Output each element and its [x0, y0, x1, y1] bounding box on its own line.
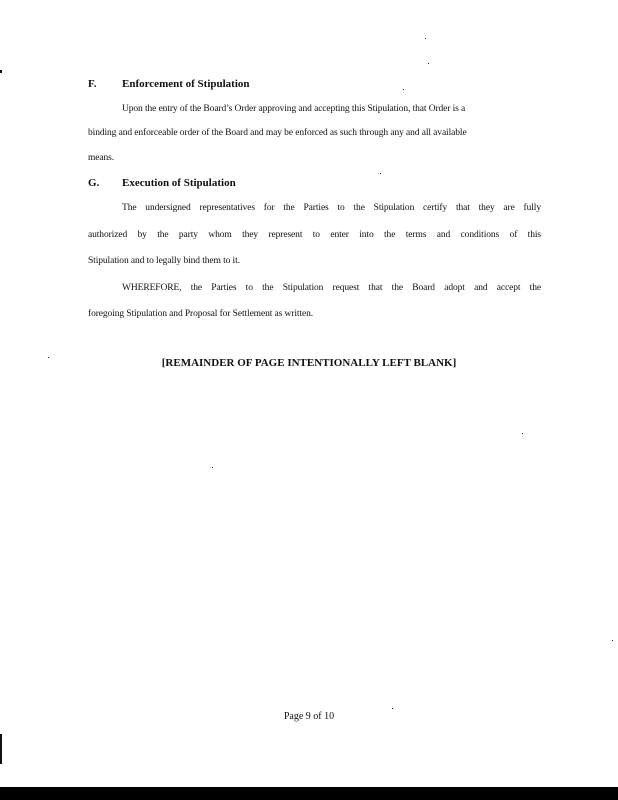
section-g-title: Execution of Stipulation — [122, 177, 236, 189]
scan-bottom-border — [0, 787, 618, 800]
section-g-heading — [88, 177, 236, 189]
section-g-line-1: The undersigned representatives for the Parties to the Stipulation certify that they are fully — [122, 203, 541, 213]
scan-speck — [48, 357, 49, 358]
page-number: Page 9 of 10 — [283, 711, 335, 722]
section-f-line-2: binding and enforceable order of the Board and may be enforced as such through any and all available — [88, 128, 467, 138]
scan-speck — [522, 433, 523, 434]
section-g-line-4: WHEREFORE, the Parties to the Stipulation request that the Board adopt and accept the — [122, 283, 541, 293]
section-f-letter: F. — [88, 78, 97, 90]
section-f-line-1: Upon the entry of the Board’s Order approving and accepting this Stipulation, that Order is a — [122, 104, 466, 114]
scan-edge-mark — [0, 70, 2, 73]
section-g-line-3: Stipulation and to legally bind them to it. — [88, 256, 240, 266]
scan-speck — [212, 467, 213, 468]
scan-speck — [380, 173, 381, 174]
scan-speck — [612, 640, 613, 641]
section-f-title: Enforcement of Stipulation — [122, 78, 250, 90]
scan-edge-mark — [0, 734, 2, 764]
scan-speck — [425, 38, 426, 39]
scan-speck — [403, 89, 404, 90]
remainder-blank-note: [REMAINDER OF PAGE INTENTIONALLY LEFT BLANK] — [161, 357, 457, 369]
section-g-line-5: foregoing Stipulation and Proposal for Settlement as written. — [88, 309, 314, 319]
scan-speck — [392, 708, 393, 709]
section-g-letter: G. — [88, 177, 100, 189]
section-g-line-2: authorized by the party whom they represent to enter into the terms and conditions of this — [88, 230, 541, 240]
section-f-heading — [88, 78, 250, 90]
section-f-line-3: means. — [88, 153, 115, 163]
scan-speck — [428, 63, 429, 64]
